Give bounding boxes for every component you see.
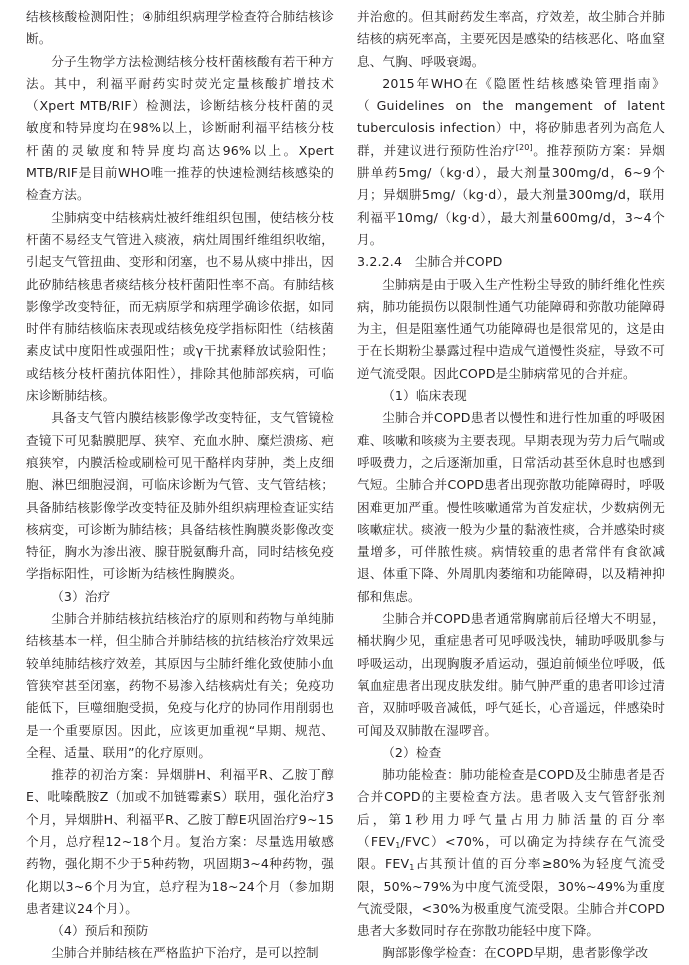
paragraph-lung-function — [357, 764, 665, 942]
subsection-heading-treatment: （3）治疗 — [51, 588, 111, 604]
paragraph: 尘肺合并肺结核抗结核治疗的原则和药物与单纯肺结核基本一样，但尘肺合并肺结核的抗结核治疗效果远较单纯肺结核疗效差，其原因与尘肺纤维化致使肺小血管狭窄甚至闭塞，药物不易渗入结核病灶有关；免疫功能低下，巨噬细胞受损，免疫与化疗的协同作用削弱也是一个重要原因。因此，应该更加重视“早期、规范、全程、适量、联用”的化疗原则。 — [26, 611, 334, 760]
subsection-heading-clinical: （1）临床表现 — [382, 388, 467, 404]
subsection-heading-prognosis: （4）预后和预防 — [51, 923, 149, 939]
paragraph-text: /FVC）<70%，可以确定为持续存在气流受限。FEV — [357, 833, 665, 872]
paragraph: 分子生物学方法检测结核分枝杆菌核酸有若干种方法。其中，利福平耐药实时荧光定量核酸扩增技术（Xpert MTB/RIF）检测法，诊断结核分枝杆菌的灵敏度和特异度均在98%以上，诊断耐利福平结核分枝杆菌的灵敏度和特异度均高达96%以上。Xpert MTB/RIF是目前WHO唯一推荐的快速检测结核感染的检查方法。 — [26, 53, 334, 203]
paragraph-who-guideline — [357, 73, 665, 251]
paragraph: 尘肺合并肺结核在严格监护下治疗，是可以控制 — [51, 945, 319, 961]
paragraph: 尘肺病是由于吸入生产性粉尘导致的肺纤维化性疾病，肺功能损伤以限制性通气功能障碍和弥散功能障碍为主，但是阻塞性通气功能障碍也是很常见的，这是由于在长期粉尘暴露过程中造成气道慢性炎症，导致不可逆气流受限。因此COPD是尘肺病常见的合并症。 — [357, 276, 665, 381]
paragraph: 尘肺病变中结核病灶被纤维组织包围，使结核分枝杆菌不易经支气管进入痰液，病灶周围纤维组织收缩，引起支气管扭曲、变形和闭塞，也不易从痰中排出，因此矽肺结核患者痰结核分枝杆菌阳性率不高。有肺结核影像学改变特征，而无病原学和病理学确诊依据，如同时伴有肺结核临床表现或结核免疫学指标阳性（结核菌素皮试中度阳性或强阳性；或γ干扰素释放试验阳性；或结核分枝杆菌抗体阳性），排除其他肺部疾病，可临床诊断肺结核。 — [26, 209, 334, 404]
left-column — [26, 6, 334, 965]
paragraph-text: 占其预计值的百分率≥80%为轻度气流受限，50%~79%为中度气流受限，30%~49%为重度气流受限，<30%为极重度气流受限。尘肺合并COPD患者大多数同时存在弥散功能轻中度下降。 — [357, 856, 665, 939]
paragraph-text: 2015年WHO在《隐匿性结核感染管理指南》（Guidelines on the mangement of latent tuberculosis infection）中，将矽肺患者列为高危人群，并建议进行预防性治疗 — [357, 75, 665, 158]
subsection-heading-examination: （2）检查 — [382, 744, 442, 760]
section-heading-copd: 3.2.2.4 尘肺合并COPD — [357, 254, 503, 270]
paragraph: 并治愈的。但其耐药发生率高，疗效差，故尘肺合并肺结核的病死率高，主要死因是感染的结核恶化、咯血窒息、气胸、呼吸衰竭。 — [357, 9, 665, 69]
paragraph: 尘肺合并COPD患者以慢性和进行性加重的呼吸困难、咳嗽和咳痰为主要表现。早期表现为劳力后气喘或呼吸费力，之后逐渐加重，日常活动甚至休息时也感到气短。尘肺合并COPD患者出现弥散功能障碍时，呼吸困难更加严重。慢性咳嗽通常为首发症状，少数病例无咳嗽症状。痰液一般为少量的黏液性痰，合并感染时痰量增多，可伴脓性痰。病情较重的患者常伴有食欲减退、体重下降、外周肌肉萎缩和功能障碍，以及精神抑郁和焦虑。 — [357, 410, 665, 604]
paragraph: 推荐的初治方案：异烟肼H、利福平R、乙胺丁醇E、吡嗪酰胺Z（加或不加链霉素S）联用，强化治疗3个月，异烟肼H、利福平R、乙胺丁醇E巩固治疗9~15个月，总疗程12~18个月。复治方案：尽量选用敏感药物，强化期不少于5种药物，巩固期3~4种药物，强化期以3~6个月为宜，总疗程为18~24个月（参加期患者建议24个月）。 — [26, 767, 334, 916]
paragraph: 具备支气管内膜结核影像学改变特征，支气管镜检查镜下可见黏膜肥厚、狭窄、充血水肿、糜烂溃疡、疤痕狭窄，内膜活检或刷检可见干酪样肉芽肿，类上皮细胞、淋巴细胞浸润，可临床诊断为气管、支气管结核；具备肺结核影像学改变特征及肺外组织病理检查证实结核病变，可诊断为肺结核；具备结核性胸膜炎影像改变特征，胸水为渗出液、腺苷脱氨酶升高，同时结核免疫学指标阳性，可诊断为结核性胸膜炎。 — [26, 410, 334, 582]
paragraph: 结核核酸检测阳性；④肺组织病理学检查符合肺结核诊断。 — [26, 9, 334, 47]
paragraph-text: 。推荐预防方案：异烟肼单药5mg/（kg·d），最大剂量300mg/d，6~9个月；异烟肼5mg/（kg·d），最大剂量300mg/d，联用利福平10mg/（kg·d），最大剂量600mg/d，3~4个月。 — [357, 142, 666, 247]
paragraph: 尘肺合并COPD患者通常胸廓前后径增大不明显，桶状胸少见，重症患者可见呼吸浅快，辅助呼吸肌参与呼吸运动，出现胸腹矛盾运动，强迫前倾坐位呼吸，低氧血症患者出现皮肤发绀。肺气肿严重的患者叩诊过清音，双肺呼吸音减低，呼气延长，心音遥远，伴感染时可闻及双肺散在湿啰音。 — [357, 611, 665, 738]
right-column — [357, 6, 665, 965]
paragraph-text: 肺功能检查：肺功能检查是COPD及尘肺患者是否合并COPD的主要检查方法。患者吸入支气管舒张剂后，第1秒用力呼气量占用力肺活量的百分率（FEV — [357, 767, 665, 849]
subscript: 1 — [395, 840, 401, 850]
subscript: 1 — [409, 863, 415, 873]
citation-reference: [20] — [515, 142, 533, 152]
paragraph: 胸部影像学检查：在COPD早期，患者影像学改 — [382, 945, 649, 961]
